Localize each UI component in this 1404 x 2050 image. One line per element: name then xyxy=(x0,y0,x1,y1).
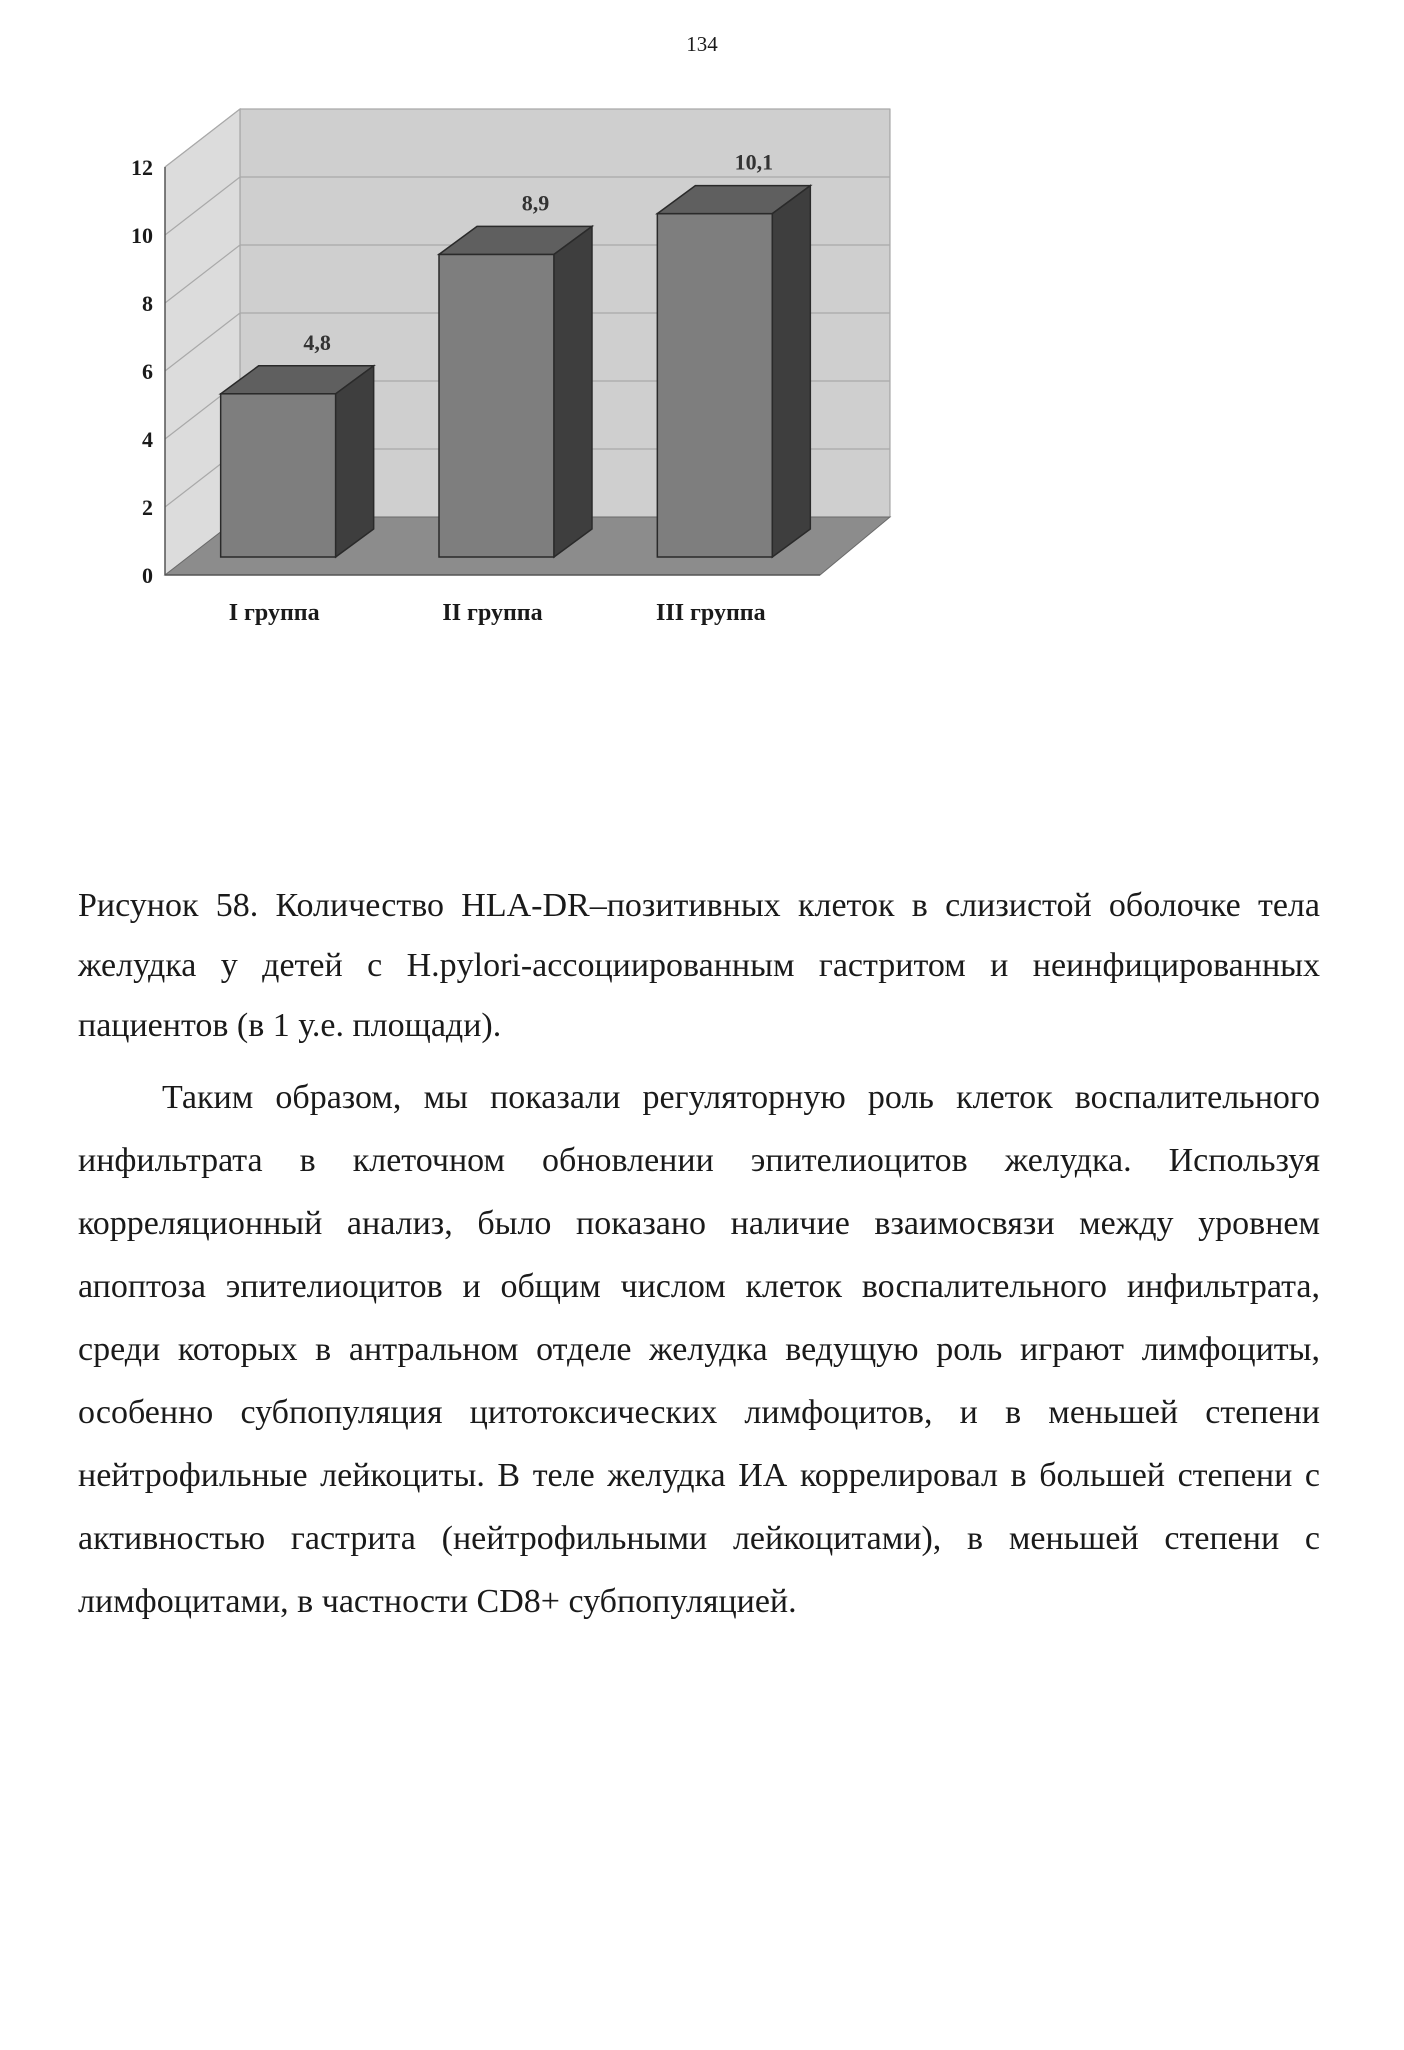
page-number: 134 xyxy=(686,32,718,56)
bar-side xyxy=(772,186,810,557)
bar-chart xyxy=(131,149,1200,825)
bar-side xyxy=(554,226,592,557)
body-paragraph: Таким образом, мы показали регуляторную роль клеток воспалительного инфильтрата в клеточном обновлении эпителиоцитов желудка. Используя корреляционный анализ, было показано наличие взаимосвязи между уровнем апоптоза эпителиоцитов и общим числом клеток воспалительного инфильтрата, среди которых в антральном отделе желудка ведущую роль играют лимфоциты, особенно субпопуляция цитотоксических лимфоцитов, и в меньшей степени нейтрофильные лейкоциты. В теле желудка ИА коррелировал в большей степени с активностью гастрита (нейтрофильными лейкоцитами), в меньшей степени с лимфоцитами, в частности CD8+ субпопуляцией. xyxy=(78,1079,1320,1620)
x-category-label: I группа xyxy=(228,600,320,626)
x-category-label: II группа xyxy=(442,600,543,626)
bar-data-label: 8,9 xyxy=(521,190,550,216)
figure-caption: Рисунок 58. Количество HLA-DR–позитивных клеток в слизистой оболочке тела желудка у детей с H.pylori-ассоциированным гастритом и неинфицированных пациентов (в 1 у.е. площади). xyxy=(78,887,1320,1044)
bar-front xyxy=(221,394,336,557)
bar-front xyxy=(657,214,772,557)
y-tick-label: 0 xyxy=(142,563,153,588)
bar-data-label: 4,8 xyxy=(303,329,331,355)
bar-side xyxy=(336,366,374,557)
y-tick-label: 10 xyxy=(131,223,153,248)
bar-front xyxy=(439,254,554,557)
y-tick-label: 4 xyxy=(142,427,153,452)
bar-data-label: 10,1 xyxy=(734,149,774,175)
y-tick-label: 2 xyxy=(142,495,153,520)
chart-svg xyxy=(131,149,1200,825)
x-category-label: III группа xyxy=(656,600,766,626)
y-tick-label: 6 xyxy=(142,359,153,384)
y-tick-label: 12 xyxy=(131,155,153,180)
y-tick-label: 8 xyxy=(142,291,153,316)
